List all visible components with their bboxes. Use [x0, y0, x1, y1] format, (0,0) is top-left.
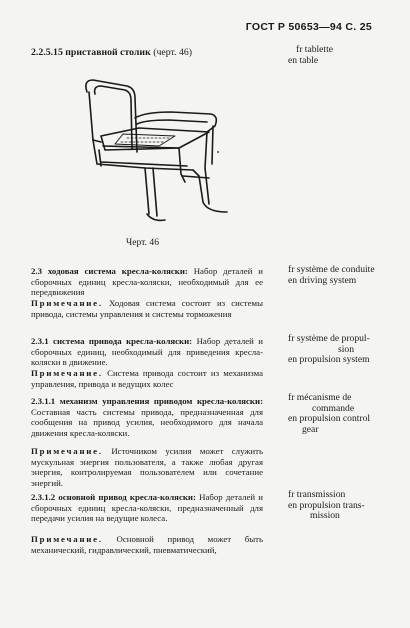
- note-text: Источником усилия может служить мускульная энергия пользователя, а также любая другая энергия, контролируемая пользователем или сочетание энергий.: [31, 446, 263, 488]
- term-definition: Набор деталей и сборочных единиц кресла-коляски, предназначенный для передачи усилия на ведущие колеса.: [31, 492, 264, 524]
- figure-reference: (черт. 46): [153, 47, 192, 58]
- fr-translation: fr système de propul-: [288, 333, 370, 344]
- en-translation: en propulsion trans-: [288, 499, 365, 511]
- fr-translation: fr mécanisme de: [288, 392, 352, 403]
- term-translations-2-2-5-15: [288, 45, 333, 66]
- term-2-3: [31, 266, 263, 298]
- term-2-3-1: [31, 336, 263, 368]
- en-translation: en table: [288, 54, 319, 66]
- term-title: 2.3.1 система привода кресла-коляски:: [31, 336, 193, 346]
- en-translation-cont: gear: [302, 424, 319, 436]
- fr-translation: fr système de conduite: [288, 264, 375, 275]
- en-translation: en propulsion system: [288, 354, 370, 366]
- figure-caption: Черт. 46: [126, 237, 160, 248]
- fr-translation: fr transmission: [288, 489, 346, 500]
- term-2-3-1-2: [31, 492, 263, 524]
- note-text: Система привода состоит из механизма управления, привода и ведущих колес: [31, 368, 263, 389]
- en-translation: en driving system: [288, 274, 357, 286]
- term-2-2-5-15: [31, 47, 192, 58]
- en-translation: en propulsion control: [288, 413, 371, 425]
- term-definition: Составная часть системы привода, предназначенная для сообщения на привод усилия, необходимого для начала движения кресла-коляски.: [31, 406, 263, 438]
- page-header: ГОСТ Р 50653—94 С. 25: [245, 21, 372, 33]
- term-translations-2-3-1-2: [288, 490, 365, 522]
- note-label: Примечание.: [31, 298, 103, 308]
- en-translation-cont: mission: [310, 510, 340, 522]
- term-translations-2-3-1: [288, 334, 370, 366]
- term-title: 2.2.5.15 приставной столик: [31, 47, 151, 58]
- note-label: Примечание.: [31, 368, 103, 378]
- term-2-3-1-1: [31, 396, 263, 438]
- term-definition: Набор деталей и сборочных единиц, необходимый для приведения кресла-коляски в движение.: [31, 336, 263, 368]
- note-text: Ходовая система состоит из системы привода, системы управления и системы торможения: [31, 298, 264, 319]
- note-text: Основной привод может быть механический, гидравлический, пневматический,: [31, 534, 263, 555]
- note-label: Примечание.: [31, 534, 103, 544]
- fr-translation-cont: sion: [338, 343, 354, 355]
- note-2-3-1: [31, 368, 263, 389]
- chair-table-drawing: [75, 72, 250, 237]
- term-translations-2-3-1-1: [288, 393, 370, 436]
- term-definition: Набор деталей и сборочных единиц кресла-коляски, необходимый для ее передвижения: [31, 266, 263, 298]
- note-2-3: [31, 298, 263, 319]
- fr-translation: fr tablette: [296, 44, 334, 55]
- term-title: 2.3 ходовая система кресла-коляски:: [31, 266, 188, 276]
- term-translations-2-3: [288, 265, 375, 286]
- term-title: 2.3.1.2 основной привод кресла-коляски:: [31, 492, 196, 502]
- note-2-3-1-2: [31, 534, 263, 555]
- fr-translation-cont: commande: [312, 402, 355, 414]
- term-title: 2.3.1.1 механизм управления приводом кресла-коляски:: [31, 396, 263, 406]
- note-2-3-1-1: [31, 446, 263, 488]
- note-label: Примечание.: [31, 446, 103, 456]
